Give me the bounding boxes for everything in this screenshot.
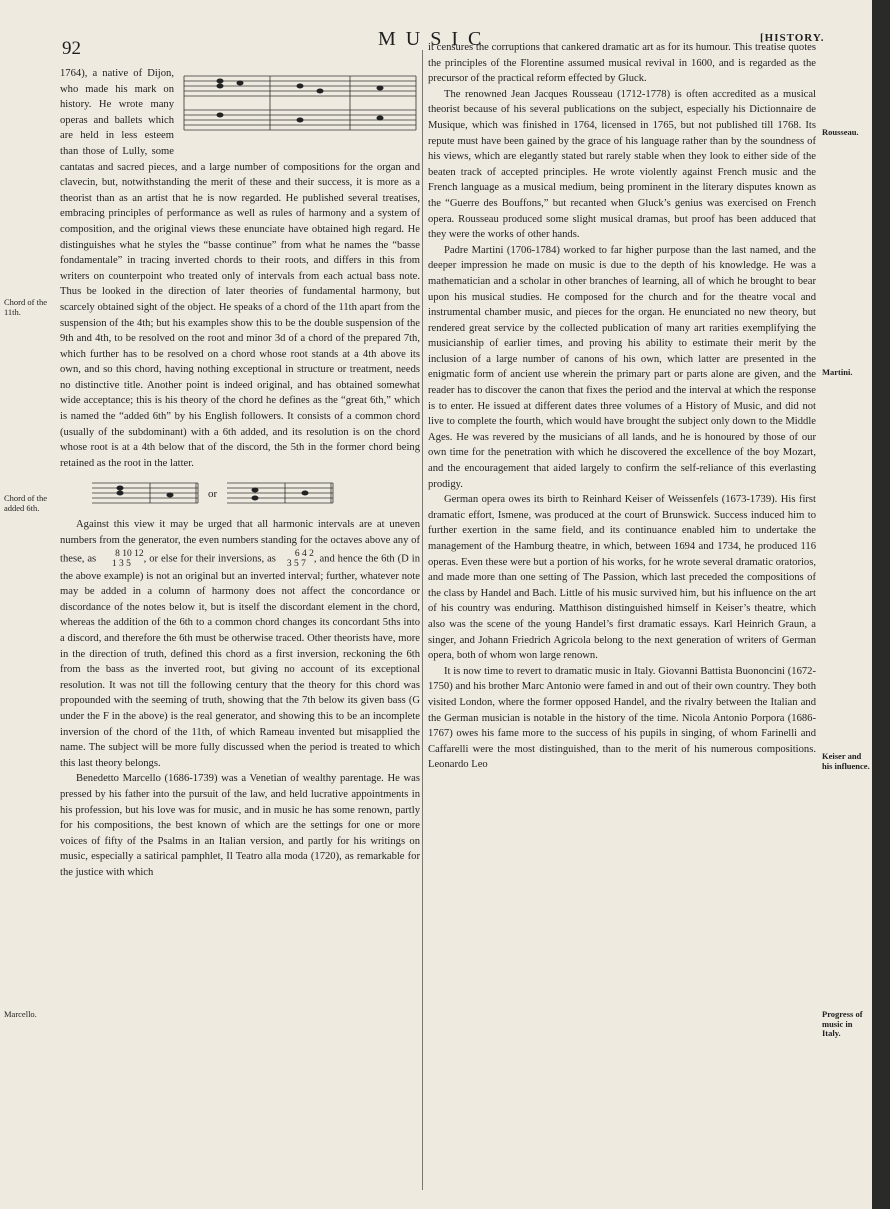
margin-note-chord-11th: Chord of the 11th.	[4, 297, 47, 317]
music-example-staff-2b	[225, 477, 335, 511]
margin-note-marcello: Marcello.	[4, 1009, 37, 1019]
margin-note-martini: Martini.	[822, 367, 853, 377]
marcello-paragraph: Benedetto Marcello (1686-1739) was a Venetian of wealthy parentage. He was pressed by his father into the pursuit of the law, and held lucrative appointments in his profession, but his love was for music, and in music he has some renown, partly for his compositions, the best known of which are the settings for one or more voices of fifty of the Psalms in an Italian version, and partly for his writings on music, especially a satirical pamphlet, Il Teatro alla moda (1720), as remarkable for the justice with which	[60, 773, 420, 878]
or-label: or	[208, 487, 218, 500]
rousseau-paragraph: The renowned Jean Jacques Rousseau (1712-1778) is often accredited as a musical theorist because of his several publications on the subject, especially his Dictionnaire de Musique, which was finished in 1764, licensed in 1765, but not published till 1768. Its repute must have been gained by the grace of his language rather than by the soundness of his views, which are elegantly stated but rarely stable when they look to either side of the beaten track of accepted principles. He wrote violently against French music and the French language as a musical medium, being prominent in the literary disputes known as the “Guerre des Bouffons,” but recanted when Gluck’s genius was exercised on French opera. Rousseau produced some slight musical dramas, but proof has been adduced that they were the works of other hands.	[428, 88, 816, 241]
added-sixth-paragraph: Against this view it may be urged that all harmonic intervals are at uneven numbers from the generator, the even numbers standing for the octaves above any of these, as 8 10 12 1 3 5 , or else for their inversions, as 6 4 2 3 5 7 , and hence the 6th (D in the above example) is not an original but an inverted interval; further, whatever note may be added in a column of harmony does not affect the concordance or discordance of the notes below it, but is itself the discordant element in the chord, whereas the addition of the 6th to a common chord changes its concordant 5ths into a discord, and therefore the 6th must be otherwise traced. Other theorists have, more in the direction of truth, defined this chord as a first inversion, reckoning the 6th from the bass as the inverted root, but giving no account of its exceptional resolution. It was not till the following century that the theory for this chord was propounded with the seeming of truth, showing that the 7th below its given bass (G under the F in the above) is the real generator, and showing this to be an incomplete inversion of the chord of the 11th, of which Rameau invented but misapplied the name. The subject will be more fully discussed when the period is treated to which this last theory belongs.	[60, 519, 421, 769]
music-example-staff-2a	[90, 477, 200, 511]
margin-note-keiser: Keiser and his influence.	[822, 751, 870, 771]
page-title: MUSIC	[378, 28, 492, 50]
right-column	[428, 40, 816, 773]
margin-note-rousseau: Rousseau.	[822, 127, 859, 137]
music-example-staff-1	[180, 70, 420, 142]
margin-note-progress: Progress of music in Italy.	[822, 1009, 863, 1038]
column-divider	[422, 50, 423, 1190]
fraction-octaves: 8 10 12 1 3 5	[111, 548, 144, 569]
martini-paragraph: Padre Martini (1706-1784) worked to far higher purpose than the last named, and the deeper impression he made on music is due to the depth of his knowledge. He was a mathematician and a scholar in other branches of learning, all of which he brought to bear upon his musical studies. He composed for the church and for the theatre vocal and instrumental chamber music, and pieces for the organ. He enunciated no new theory, but rendered great service by the collected publication of many art rarities exemplifying the musicianship of earlier times, and proving his ability to estimate their merit by the inclusion of a large number of canons of his own, which latter are presented in the enigmatic form of ancient use wherein the primary part or parts alone are given, and the reader has to discover the canon that fixes the period and the interval at which the response is to enter. He issued at different dates three volumes of a History of Music, and did not live to complete the fourth, which would have brought the subject only down to the Middle Ages. He was revered by the musicians of all lands, and he is honoured by those of our own time for the penetration with which he discovered the excellence of the boy Mozart, and the encouragement that aided largely to confirm the self-reliance of this everlasting prodigy.	[428, 244, 816, 490]
italy-paragraph: It is now time to revert to dramatic music in Italy. Giovanni Battista Buononcini (1672-1750) and his brother Marc Antonio were famed in and out of their own country. They both visited London, where the former opposed Handel, and the rivalry between the Italian and the German musician is notable in the history of the time. Nicola Antonio Porpora (1686-1767) owes his fame more to the success of his pupils in singing, of whom Farinelli and Caffarelli were the most distinguished, than to the merit of his numerous compositions. Leonardo Leo	[428, 665, 816, 771]
music-example-staff-2-row	[90, 477, 420, 511]
keiser-paragraph: German opera owes its birth to Reinhard Keiser of Weissenfels (1673-1739). His first dramatic effort, Ismene, was produced at the court of Brunswick. Success induced him to further exertion in the same field, and its continuance enabled him to undertake the management of the Hamburg theatre, in which, between 1694 and 1734, he produced 116 operas. Even these were but a portion of his works, for he wrote several dramatic oratorios, and made more than one setting of The Passion, which last preceded the compositions of the class by Handel and Bach. Little of his music survived him, but his influence on the art of his country was enduring. Matthison distinguished himself in Keiser’s theatre, which also was the scene of the young Handel’s first dramatic essays. Karl Heinrich Graun, a singer, and Johann Friedrich Agricola belong to the next generation of writers of German opera, both of whom won large renown.	[428, 494, 816, 662]
marcello-continued-paragraph: it censures the corruptions that cankered dramatic art as for its humour. This treatise quotes the principles of the Florentine assumed musical revival in 1600, and is regarded as the precursor of the practical reform effected by Gluck.	[428, 42, 816, 85]
page-number: 92	[62, 38, 81, 59]
rameau-paragraph: 1764), a native of Dijon, who made his mark on history. He wrote many operas and ballets which are held in less esteem than those of Lully, some cantatas and sacred pieces, and a large number of compositions for the organ and clavecin, but, notwithstanding the merit of these and their success, it is more as a theorist than as an artist that he is now regarded. He published several treatises, embracing principles of performance as well as rules of harmony and a system of composition, and the original views these enunciate have obtained high regard. He distinguishes what he styles the “basse continue” from what he names the “basse fondamentale” in tracing inverted chords to their roots, and differs in this from writers on counterpoint who treated only of intervals from each actual bass note. Thus be looked in the direction of later theories of fundamental harmony, but scarcely obtained sight of the object. He speaks of a chord of the 11th apart from the suspension of the 4th; but his examples show this to be the double suspension of the 9th and 4th, to be resolved on the root and minor 3d of a chord of the prepared 7th, which further has to be resolved on a chord whose root stands at a 4th above its own, and so this chord, having nothing exceptional in structure or treatment, needs no distinctive title. Another point is indeed original, and has obtained somewhat wide acceptance; this is his theory of the chord he defines as the “great 6th,” which is named the “added 6th” by his English followers. It consists of a common chord (usually of the subdominant) with a 6th added, and its resolution is on the chord whose root is at a 4th below that of the discord, the 5th in the former chord being retained as the root in the latter.	[60, 68, 420, 469]
fraction-inversions: 6 4 2 3 5 7	[286, 548, 314, 569]
left-column	[60, 66, 420, 881]
section-label: [HISTORY.	[760, 32, 825, 44]
margin-note-added-6th: Chord of the added 6th.	[4, 493, 47, 513]
